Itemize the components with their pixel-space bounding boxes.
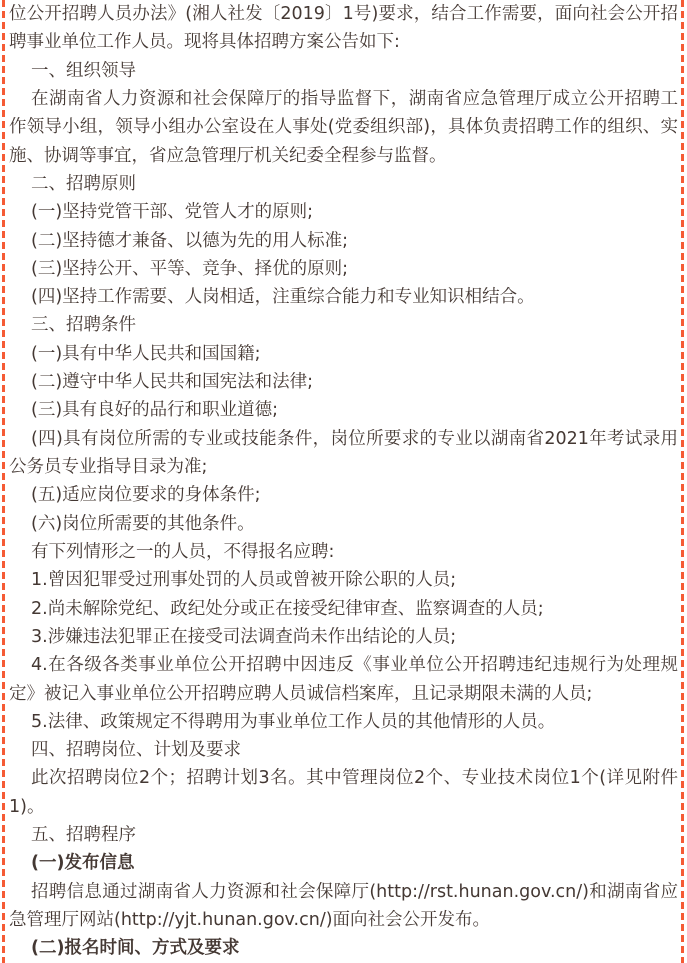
paragraph: (一)发布信息 — [31, 853, 135, 874]
paragraph: (五)适应岗位要求的身体条件; — [31, 485, 261, 506]
paragraph: 有下列情形之一的人员，不得报名应聘: — [31, 541, 335, 562]
paragraph: 招聘信息通过湖南省人力资源和社会保障厅(http://rst.hunan.gov.cn/)和湖南省应急管理厅网站(http://yjt.hunan.gov.cn/)面向社会公开发布。 — [9, 881, 678, 930]
paragraph: 二、招聘原则 — [31, 173, 136, 194]
paragraph: 5.法律、政策规定不得聘用为事业单位工作人员的其他情形的人员。 — [31, 711, 556, 732]
paragraph: 3.涉嫌违法犯罪正在接受司法调查尚未作出结论的人员; — [31, 626, 457, 647]
paragraph: (二)遵守中华人民共和国宪法和法律; — [31, 372, 314, 393]
paragraph: 四、招聘岗位、计划及要求 — [31, 740, 241, 761]
paragraph: (三)具有良好的品行和职业道德; — [31, 400, 279, 421]
paragraph: 位公开招聘人员办法》(湘人社发〔2019〕1号)要求，结合工作需要，面向社会公开招聘事业单位工作人员。现将具体招聘方案公告如下: — [9, 4, 678, 53]
paragraph: 在湖南省人力资源和社会保障厅的指导监督下，湖南省应急管理厅成立公开招聘工作领导小组，领导小组办公室设在人事处(党委组织部)，具体负责招聘工作的组织、实施、协调等事宜，省应急管理厅机关纪委全程参与监督。 — [9, 88, 678, 166]
paragraph: (一)坚持党管干部、党管人才的原则; — [31, 202, 314, 223]
paragraph: (六)岗位所需要的其他条件。 — [31, 513, 255, 534]
paragraph: 此次招聘岗位2个；招聘计划3名。其中管理岗位2个、专业技术岗位1个(详见附件1)。 — [9, 768, 678, 817]
article-content — [9, 0, 678, 963]
paragraph: (一)具有中华人民共和国国籍; — [31, 343, 261, 364]
paragraph: (四)具有岗位所需的专业或技能条件，岗位所要求的专业以湖南省2021年考试录用公务员专业指导目录为准; — [9, 428, 678, 477]
paragraph: 三、招聘条件 — [31, 315, 136, 336]
paragraph: 2.尚未解除党纪、政纪处分或正在接受纪律审查、监察调查的人员; — [31, 598, 544, 619]
paragraph: 1.曾因犯罪受过刑事处罚的人员或曾被开除公职的人员; — [31, 570, 457, 591]
paragraph: (二)报名时间、方式及要求 — [31, 938, 240, 959]
paragraph: (二)坚持德才兼备、以德为先的用人标准; — [31, 230, 349, 251]
paragraph: 一、组织领导 — [31, 60, 136, 81]
paragraph: 4.在各级各类事业单位公开招聘中因违反《事业单位公开招聘违纪违规行为处理规定》被记入事业单位公开招聘应聘人员诚信档案库，且记录期限未满的人员; — [9, 655, 678, 704]
paragraph: 五、招聘程序 — [31, 825, 136, 846]
right-dashed-border — [681, 0, 684, 963]
left-dashed-border — [2, 0, 5, 963]
paragraph: (三)坚持公开、平等、竞争、择优的原则; — [31, 258, 349, 279]
paragraph: (四)坚持工作需要、人岗相适，注重综合能力和专业知识相结合。 — [31, 287, 535, 308]
